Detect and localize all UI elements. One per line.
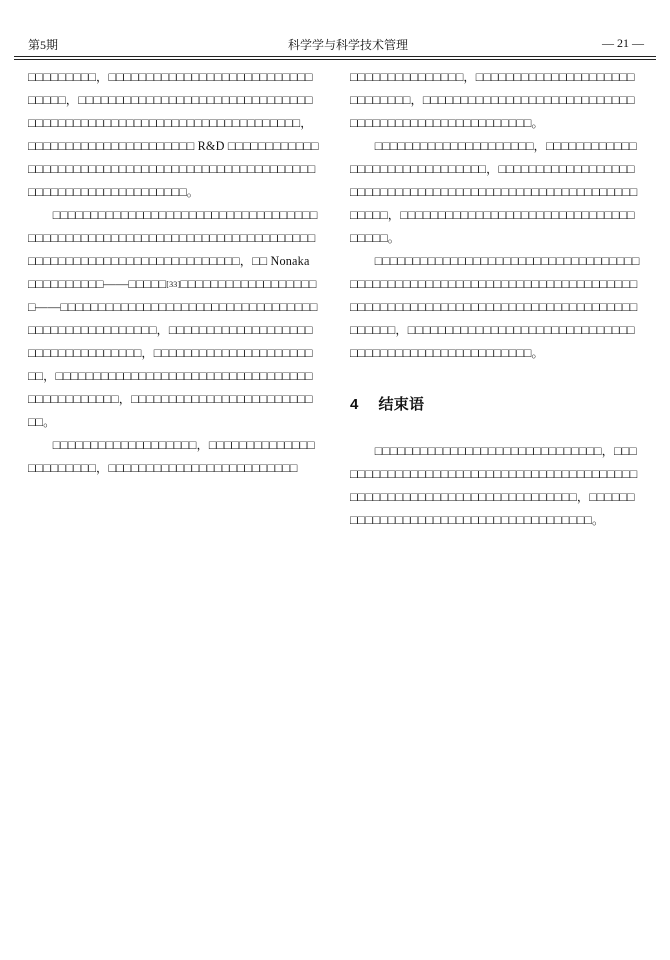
paragraph-text-continued: □□□□□□□□□□□□□□□□□□□——□□□□□□□□□□□□□□□□□□□□□□□□□□□□□□□□□□□□□□□□□□□□□□□□□□□，□□□□□□□□□□□□□□□□□□□□□□□□□□□□□□□□□□，□□□□□□□□□□□□□□□□□□□□□□□，□□□□□□□□□□□□□□□□□□□□□□□□□□□□□□□□□□□□□□□□□□□□□□，□□□□□□□□□□□□□□□□□□□□□□□□□□。 bbox=[28, 277, 318, 429]
journal-title: 科学学与科学技术管理 bbox=[287, 38, 408, 52]
right-column bbox=[350, 66, 642, 532]
page-number: — 21 — bbox=[602, 36, 644, 50]
header-rule-top bbox=[14, 56, 656, 57]
paragraph-text: □□□□□□□□□□□□□□□□□□□□□□□□□□□□□□□□□□□□□□□□□□□□□□□□□□□□□□□□□□□□□□□□□□□□□□□□□□□□□□□□□□□□□□□□□□□□□□□□□□□□□，□□ Nonaka □□□□□□□□□□——□□□□□ bbox=[28, 208, 318, 291]
section-number: 4 bbox=[350, 396, 359, 413]
body-paragraph: □□□□□□□□□，□□□□□□□□□□□□□□□□□□□□□□□□□□□□□□□□，□□□□□□□□□□□□□□□□□□□□□□□□□□□□□□□□□□□□□□□□□□□□□□□□□□□□□□□□□□□□□□□□□□□，□□□□□□□□□□□□□□□□□□□□□□ R&D □□□□□□□□□□□□□□□□□□□□□□□□□□□□□□□□□□□□□□□□□□□□□□□□□□□□□□□□□□□□□□□□□□□□□□□。 bbox=[28, 70, 319, 199]
citation-marker: [33] bbox=[166, 280, 181, 289]
body-paragraph: □□□□□□□□□□□□□□□□□□□□□□□□□□□□□□，□□□□□□□□□□□□□□□□□□□□□□□□□□□□□□□□□□□□□□□□□□□□□□□□□□□□□□□□□□□□□□□□□□□□□□□，□□□□□□□□□□□□□□□□□□□□□□□□□□□□□□□□□□□□□□。 bbox=[350, 444, 638, 527]
issue-number: 第5期 bbox=[28, 38, 59, 52]
body-paragraph: □□□□□□□□□□□□□□□□□□□，□□□□□□□□□□□□□□□□□□□□□□□，□□□□□□□□□□□□□□□□□□□□□□□□□ bbox=[28, 438, 315, 475]
body-paragraph: □□□□□□□□□□□□□□□□□□□□□，□□□□□□□□□□□□□□□□□□□□□□□□□□□□□□，□□□□□□□□□□□□□□□□□□□□□□□□□□□□□□□□□□□□□□□□□□□□□□□□□□□□□□□□□□□□□，□□□□□□□□□□□□□□□□□□□□□□□□□□□□□□□□□□□□。 bbox=[350, 139, 638, 245]
body-paragraph: □□□□□□□□□□□□□□□□□□□□□□□□□□□□□□□□□□□□□□□□□□□□□□□□□□□□□□□□□□□□□□□□□□□□□□□□□□□□□□□□□□□□□□□□□□□□□□□□□□□□□□□□□□□□□□□□□□□□□，□□□□□□□□□□□□□□□□□□□□□□□□□□□□□□□□□□□□□□□□□□□□□□□□□□□□□□。 bbox=[350, 254, 640, 360]
header-rule-bottom bbox=[14, 59, 656, 60]
running-header bbox=[14, 36, 656, 56]
body-paragraph-with-citation bbox=[28, 204, 320, 434]
body-paragraph: □□□□□□□□□□□□□□□，□□□□□□□□□□□□□□□□□□□□□□□□□□□□□，□□□□□□□□□□□□□□□□□□□□□□□□□□□□□□□□□□□□□□□□□□□□□□□□□□□□。 bbox=[350, 70, 635, 130]
left-column bbox=[28, 66, 320, 480]
section-title: 结束语 bbox=[378, 396, 425, 413]
section-heading bbox=[350, 393, 642, 416]
